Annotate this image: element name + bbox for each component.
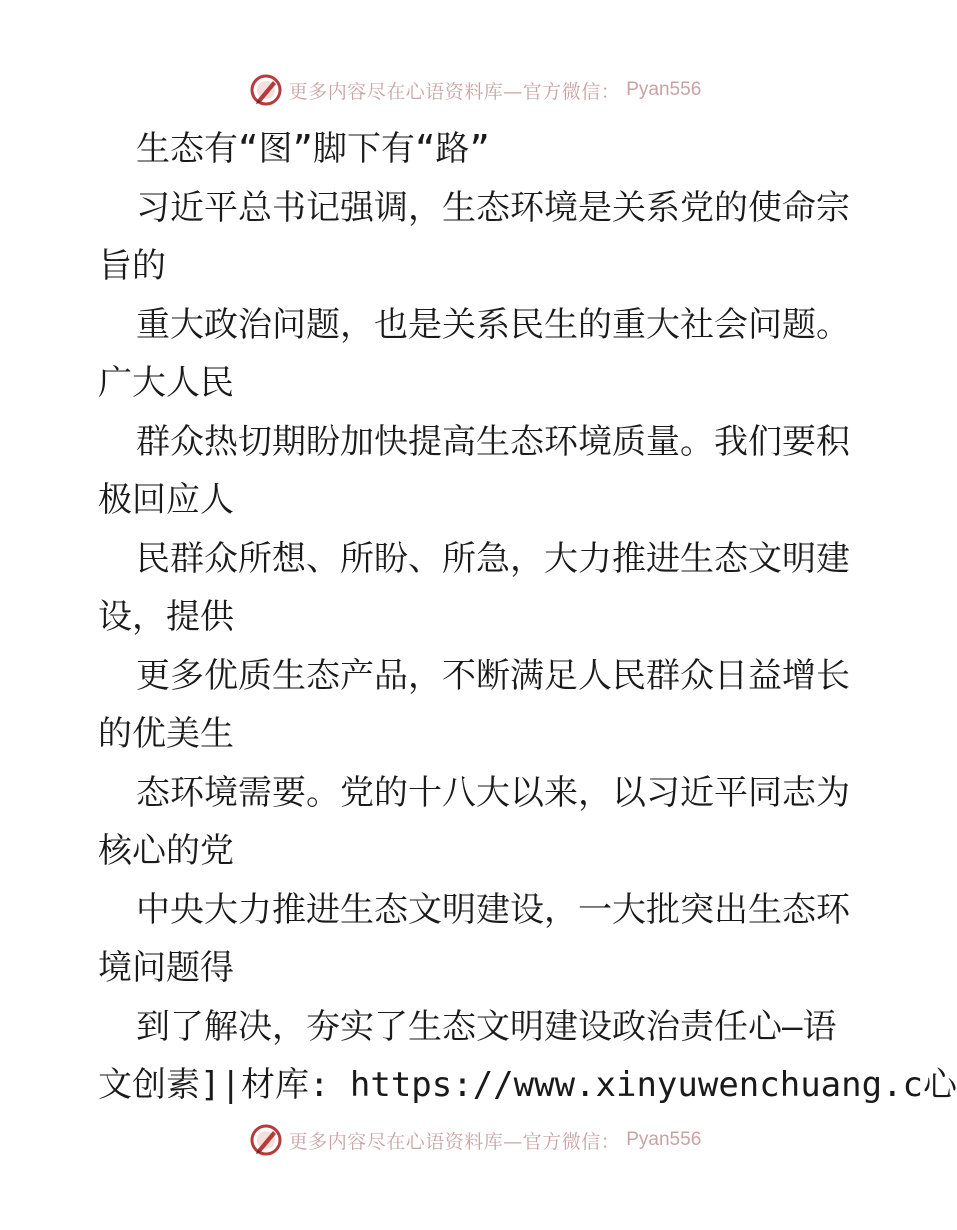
paragraph-line: 群众热切期盼加快提高生态环境质量。我们要积 (136, 421, 850, 462)
header-banner-text: 更多内容尽在心语资料库—官方微信： (288, 80, 621, 103)
footer-banner-id: Pyan556 (626, 1129, 702, 1150)
paragraph-line: 的优美生 (98, 714, 234, 754)
paragraph-line: 到了解决，夯实了生态文明建设政治责任心—语 (136, 1006, 837, 1047)
paragraph-line: 更多优质生态产品，不断满足人民群众日益增长 (136, 655, 850, 696)
paragraph-line: 重大政治问题，也是关系民生的重大社会问题。 (136, 304, 850, 345)
paragraph-line: 民群众所想、所盼、所急，大力推进生态文明建 (136, 538, 850, 579)
paragraph-line: 核心的党 (98, 831, 234, 871)
paragraph-line: 中央大力推进生态文明建设，一大批突出生态环 (136, 889, 850, 930)
paragraph-line: 态环境需要。党的十八大以来，以习近平同志为 (136, 772, 850, 813)
paragraph-line: 文创素]|材库: https://www.xinyuwenchuang.c心 (98, 1065, 957, 1105)
paragraph-line: 习近平总书记强调，生态环境是关系党的使命宗 (136, 187, 850, 228)
paragraph-line: 境问题得 (98, 948, 234, 988)
paragraph-line: 旨的 (98, 246, 166, 286)
paragraph-line: 广大人民 (98, 363, 234, 403)
pen-logo-icon (249, 73, 283, 107)
document-body (98, 120, 957, 1115)
paragraph-line: 极回应人 (98, 480, 234, 520)
footer-banner-text: 更多内容尽在心语资料库—官方微信： (288, 1130, 621, 1153)
paragraph-line: 设，提供 (98, 597, 234, 637)
pen-logo-icon (249, 1123, 283, 1157)
header-banner (0, 70, 950, 110)
document-title: 生态有“图”脚下有“路” (136, 129, 490, 169)
header-banner-id: Pyan556 (626, 79, 702, 100)
footer-banner (0, 1120, 950, 1160)
